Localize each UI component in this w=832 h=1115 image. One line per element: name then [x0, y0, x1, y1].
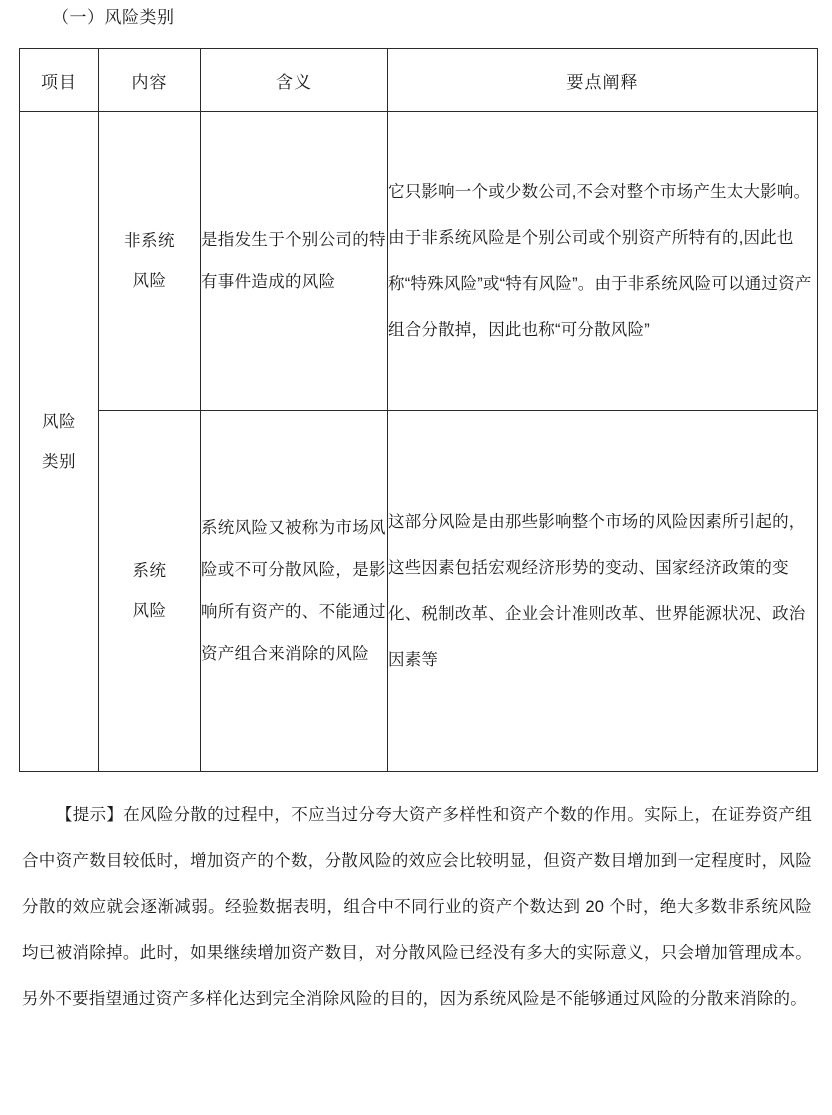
risk-category-line-2: 类别 [42, 452, 76, 471]
cell-meaning-systematic-risk: 系统风险又被称为市场风险或不可分散风险，是影响所有资产的、不能通过资产组合来消除的风险 [201, 411, 388, 772]
cell-meaning-unsystematic-risk: 是指发生于个别公司的特有事件造成的风险 [201, 112, 388, 411]
cell-content-systematic-risk [99, 411, 201, 772]
column-header-content: 内容 [99, 49, 201, 112]
systematic-risk-line-1: 系统 [132, 562, 167, 580]
column-header-points: 要点阐释 [388, 49, 818, 112]
table-row [20, 411, 818, 772]
page-title: （一）风险类别 [52, 8, 175, 27]
column-header-item: 项目 [20, 49, 99, 112]
unsystematic-risk-line-2: 风险 [132, 272, 167, 290]
cell-points-unsystematic-risk: 它只影响一个或少数公司,不会对整个市场产生太大影响。由于非系统风险是个别公司或个别资产所特有的,因此也称“特殊风险”或“特有风险”。由于非系统风险可以通过资产组合分散掉，因此也称“可分散风险” [388, 112, 818, 411]
cell-points-systematic-risk: 这部分风险是由那些影响整个市场的风险因素所引起的，这些因素包括宏观经济形势的变动、国家经济政策的变化、税制改革、企业会计准则改革、世界能源状况、政治因素等 [388, 411, 818, 772]
column-header-meaning: 含义 [201, 49, 388, 112]
tip-note-block [22, 792, 812, 1022]
cell-content-unsystematic-risk [99, 112, 201, 411]
risk-category-line-1: 风险 [42, 412, 76, 431]
risk-category-table [19, 48, 818, 772]
tip-note-paragraph: 【提示】在风险分散的过程中，不应当过分夸大资产多样性和资产个数的作用。实际上，在证券资产组合中资产数目较低时，增加资产的个数，分散风险的效应会比较明显，但资产数目增加到一定程度时，风险分散的效应就会逐渐减弱。经验数据表明，组合中不同行业的资产个数达到 20 个时，绝大多数非系统风险均已被消除掉。此时，如果继续增加资产数目，对分散风险已经没有多大的实际意义，只会增加管理成本。另外不要指望通过资产多样化达到完全消除风险的目的，因为系统风险是不能够通过风险的分散来消除的。 [22, 806, 812, 1008]
table-row [20, 112, 818, 411]
table-header-row [20, 49, 818, 112]
systematic-risk-line-2: 风险 [132, 602, 167, 620]
row-header-risk-category [20, 112, 99, 772]
unsystematic-risk-line-1: 非系统 [124, 232, 175, 250]
